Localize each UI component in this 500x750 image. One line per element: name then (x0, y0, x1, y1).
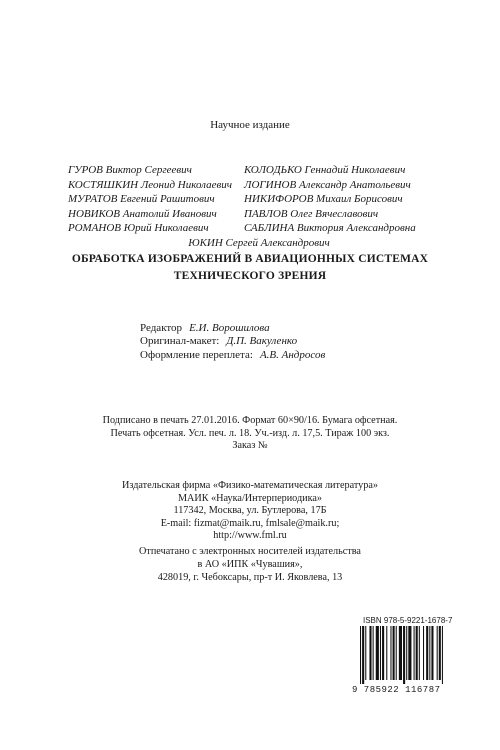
barcode-bar (442, 626, 443, 684)
author-row (68, 178, 448, 193)
barcode-bar (403, 626, 405, 684)
publisher-line: Издательская фирма «Физико-математическая литература» (122, 480, 378, 491)
print-info-line: Подписано в печать 27.01.2016. Формат 60×90/16. Бумага офсетная. (102, 415, 398, 426)
barcode-icon (358, 626, 480, 684)
barcode-bar (431, 626, 433, 680)
printer-line: 428019, г. Чебоксары, пр-т И. Яковлева, 13 (157, 571, 343, 583)
book-title-line: ОБРАБОТКА ИЗОБРАЖЕНИЙ В АВИАЦИОННЫХ СИСТЕМАХ (71, 253, 429, 265)
credit-layout (140, 335, 400, 348)
author-row-last (68, 236, 448, 251)
credit-role: Оригинал-макет: (140, 335, 220, 348)
print-info-line: Заказ № (232, 440, 268, 452)
barcode-bar (396, 626, 397, 680)
print-info (40, 415, 460, 453)
book-title (40, 251, 460, 285)
barcode-bar (380, 626, 381, 680)
author-name: ПАВЛОВ Олег Вячеславович (244, 207, 379, 220)
publisher-line: 117342, Москва, ул. Бутлерова, 17Б (173, 505, 327, 516)
author-name: ЮКИН Сергей Александрович (188, 236, 330, 249)
author-row (68, 163, 448, 178)
publisher-line: МАИК «Наука/Интерпериодика» (177, 492, 323, 504)
printer-info (60, 546, 440, 584)
barcode-bar (406, 626, 407, 680)
author-name: КОСТЯШКИН Леонид Николаевич (68, 178, 233, 191)
barcode-bar (408, 626, 411, 680)
barcode-bar (373, 626, 374, 680)
publisher-line: E-mail: fizmat@maik.ru, fmlsale@maik.ru; (160, 517, 340, 529)
author-name: ГУРОВ Виктор Сергеевич (68, 164, 192, 176)
author-row (68, 207, 448, 222)
author-name: НОВИКОВ Анатолий Иванович (68, 207, 217, 220)
barcode-bar (369, 626, 371, 680)
credits-block (140, 322, 400, 362)
credit-name: Е.И. Ворошилова (189, 322, 270, 334)
author-name: МУРАТОВ Евгений Рашитович (68, 193, 215, 206)
barcode-bar (414, 626, 415, 680)
barcode-bar (437, 626, 438, 680)
author-list (68, 163, 448, 251)
author-name: САБЛИНА Виктория Александровна (244, 222, 416, 235)
barcode-bar (362, 626, 364, 684)
credit-name: Д.П. Вакуленко (226, 335, 298, 348)
barcode-bar (426, 626, 428, 680)
barcode-bar (419, 626, 420, 680)
credit-name: А.В. Андросов (259, 348, 326, 361)
barcode-digits: 9 785922 116787 (352, 685, 441, 695)
isbn-label: ISBN 978-5-9221-1678-7 (363, 616, 453, 625)
author-row (68, 221, 448, 236)
barcode-bar (365, 626, 366, 680)
author-row (68, 192, 448, 207)
barcode-bar (416, 626, 418, 680)
publisher-info (60, 480, 440, 543)
printer-line: Отпечатано с электронных носителей издательства (139, 546, 361, 557)
print-info-line: Печать офсетная. Усл. печ. л. 18. Уч.-изд. л. 17,5. Тираж 100 экз. (110, 427, 390, 439)
publisher-line: http://www.fml.ru (213, 530, 287, 541)
barcode-bar (399, 626, 402, 680)
author-name: КОЛОДЬКО Геннадий Николаевич (244, 164, 406, 176)
credit-cover (140, 349, 400, 362)
credit-editor (140, 322, 400, 335)
author-name: РОМАНОВ Юрий Николаевич (68, 222, 209, 235)
author-name: ЛОГИНОВ Александр Анатольевич (244, 178, 411, 191)
publication-type: Научное издание (210, 119, 290, 131)
barcode-bar (382, 626, 384, 680)
author-name: НИКИФОРОВ Михаил Борисович (244, 193, 403, 206)
book-title-line: ТЕХНИЧЕСКОГО ЗРЕНИЯ (173, 270, 327, 282)
barcode-bar (393, 626, 395, 680)
barcode-bar (390, 626, 391, 680)
barcode-bar (429, 626, 430, 680)
credit-role: Редактор (140, 322, 183, 334)
barcode-bar (386, 626, 387, 680)
barcode-bar (360, 626, 361, 684)
barcode-bar (376, 626, 379, 680)
barcode-bar (439, 626, 441, 680)
printer-line: в АО «ИПК «Чувашия», (197, 558, 303, 570)
barcode-bar (423, 626, 424, 680)
credit-role: Оформление переплета: (140, 348, 253, 361)
